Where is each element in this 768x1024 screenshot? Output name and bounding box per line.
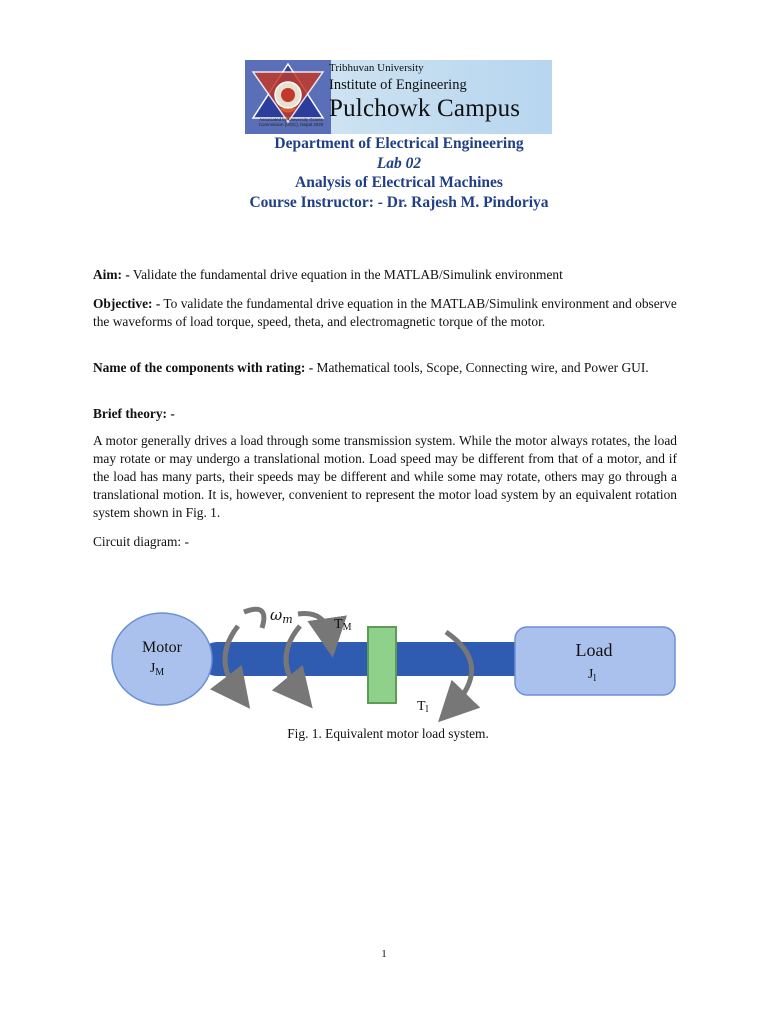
load-body <box>515 627 675 695</box>
tl-symbol: T <box>417 699 426 714</box>
motor-load-diagram <box>0 590 768 725</box>
course-title: Analysis of Electrical Machines <box>295 174 503 191</box>
load-j: J <box>587 667 594 682</box>
motor-torque-label <box>334 617 352 633</box>
objective-section <box>93 295 677 331</box>
components-label: Name of the components with rating: - <box>93 360 314 375</box>
load-j-sub: l <box>593 673 597 684</box>
components-section <box>93 359 677 377</box>
banner-campus: Pulchowk Campus <box>329 95 521 122</box>
load-torque-label <box>417 699 429 715</box>
department-title: Department of Electrical Engineering <box>274 135 524 152</box>
motor-body <box>112 613 212 705</box>
omega-symbol: ω <box>270 606 283 624</box>
motor-label: Motor <box>142 639 182 656</box>
load-label: Load <box>575 640 613 660</box>
course-instructor: Course Instructor: - Dr. Rajesh M. Pindoriya <box>249 194 549 211</box>
rotation-arrow-icon <box>244 609 264 628</box>
objective-text: To validate the fundamental drive equation in the MATLAB/Simulink environment and observe the waveforms of load torque, speed, theta, and electromagnetic torque of the motor. <box>93 296 677 329</box>
lab-number: Lab 02 <box>376 155 422 172</box>
logo-caption: Associated by University Grants Commission (UGC), Nepal 2020 <box>258 117 324 127</box>
figure-caption: Fig. 1. Equivalent motor load system. <box>287 726 489 741</box>
tm-sub: M <box>342 622 352 633</box>
tm-symbol: T <box>334 617 343 632</box>
omega-sub: m <box>282 613 293 626</box>
components-text: Mathematical tools, Scope, Connecting wire, and Power GUI. <box>313 360 649 375</box>
objective-label: Objective: - <box>93 296 161 311</box>
aim-text: Validate the fundamental drive equation in the MATLAB/Simulink environment <box>129 267 563 282</box>
banner-institute: Institute of Engineering <box>329 77 467 93</box>
theory-heading <box>93 405 677 423</box>
aim-label: Aim: - <box>93 267 130 282</box>
motor-j-sub: M <box>155 667 165 678</box>
motor-j: J <box>149 661 156 676</box>
institution-banner <box>245 60 552 134</box>
tl-sub: l <box>425 704 429 715</box>
banner-university: Tribhuvan University <box>329 62 424 74</box>
omega-label <box>270 606 293 626</box>
shaft <box>200 642 530 676</box>
coupling-block <box>368 627 396 703</box>
theory-text: A motor generally drives a load through some transmission system. While the motor always rotates, the load may rotate or may undergo a translational motion. Load speed may be different from that of a motor, and if the load has many parts, their speeds may be different and while some may rotate, others may go through a translational motion. It is, however, convenient to represent the motor load system by an equivalent rotation system shown in Fig. 1. <box>93 433 677 520</box>
aim-section <box>93 266 677 284</box>
circuit-diagram-label: Circuit diagram: - <box>93 534 189 549</box>
page-number: 1 <box>381 948 387 960</box>
theory-label: Brief theory: - <box>93 406 175 421</box>
rotation-arrow-icon <box>298 614 330 639</box>
